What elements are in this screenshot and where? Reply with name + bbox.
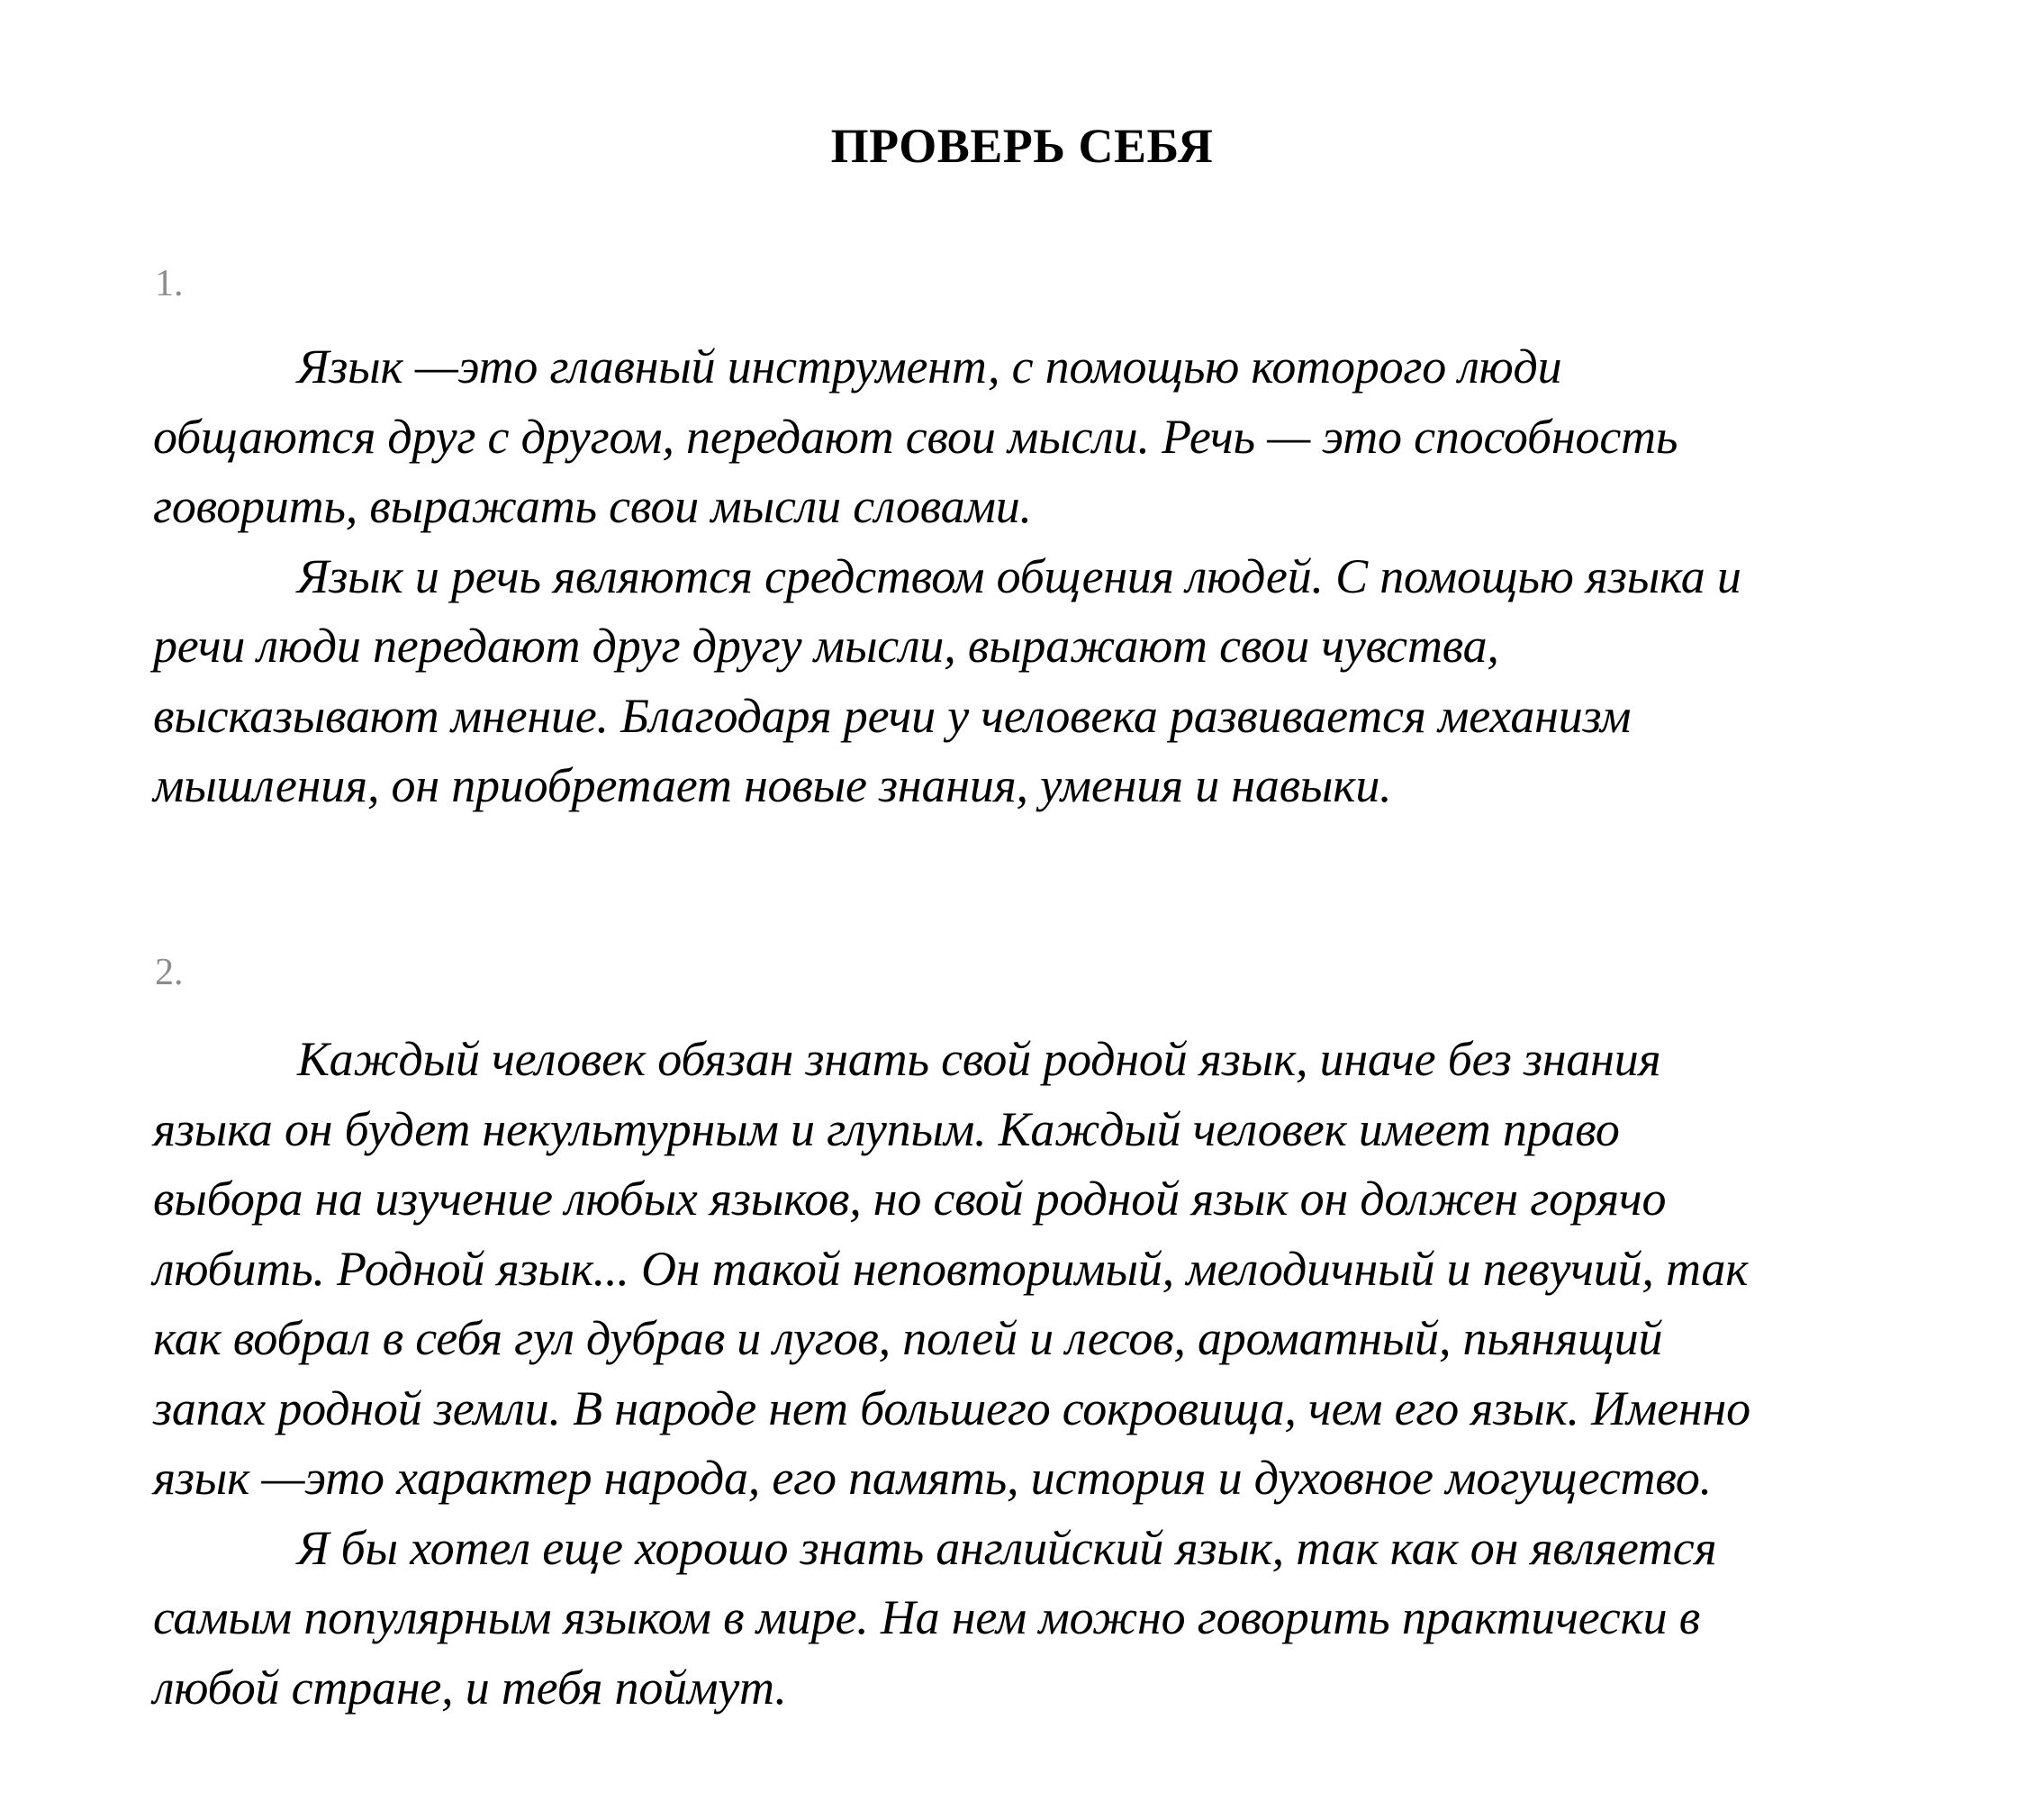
paragraph-line: запах родной земли. В народе нет большего сокровища, чем его язык. Именно xyxy=(153,1380,1750,1435)
section-1-text xyxy=(153,332,1918,821)
paragraph-line: высказывают мнение. Благодаря речи у человека развивается механизм xyxy=(153,688,1632,743)
section-number-2: 2. xyxy=(155,952,184,993)
paragraph-line: мышления, он приобретает новые знания, умения и навыки. xyxy=(153,758,1392,812)
paragraph-line: речи люди передают друг другу мысли, выражают свои чувства, xyxy=(153,619,1499,673)
paragraph-line: языка он будет некультурным и глупым. Каждый человек имеет право xyxy=(153,1101,1620,1156)
paragraph-line: как вобрал в себя гул дубрав и лугов, полей и лесов, ароматный, пьянящий xyxy=(153,1311,1663,1365)
paragraph-line: Язык и речь являются средством общения людей. С помощью языка и xyxy=(297,548,1741,603)
paragraph-line: Я бы хотел еще хорошо знать английский язык, так как он является xyxy=(297,1520,1717,1575)
section-2-text xyxy=(153,1025,1918,1723)
paragraph-line: говорить, выражать свои мысли словами. xyxy=(153,479,1032,533)
paragraph-line: любить. Родной язык... Он такой неповторимый, мелодичный и певучий, так xyxy=(153,1241,1749,1296)
paragraph-line: язык —это характер народа, его память, история и духовное могущество. xyxy=(153,1451,1712,1505)
paragraph-line: общаются друг с другом, передают свои мысли. Речь — это способность xyxy=(153,409,1678,464)
paragraph-line: любой стране, и тебя поймут. xyxy=(153,1660,787,1715)
page-title: ПРОВЕРЬ СЕБЯ xyxy=(830,119,1214,173)
section-number-1: 1. xyxy=(155,263,184,304)
paragraph-line: самым популярным языком в мире. На нем можно говорить практически в xyxy=(153,1590,1700,1644)
paragraph-line: Каждый человек обязан знать свой родной язык, иначе без знания xyxy=(297,1032,1661,1086)
paragraph-line: Язык —это главный инструмент, с помощью которого люди xyxy=(297,339,1562,394)
paragraph-line: выбора на изучение любых языков, но свой родной язык он должен горячо xyxy=(153,1172,1667,1226)
